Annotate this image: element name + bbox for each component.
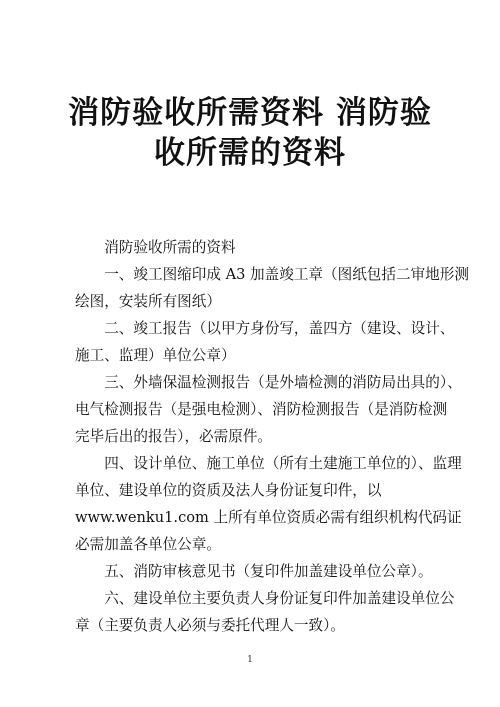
body-line-item-4b: 单位、建设单位的资质及法人身份证复印件，以 <box>75 482 382 499</box>
body-line-item-1b: 绘图，安装所有图纸） <box>75 293 221 310</box>
body-line-heading: 消防验收所需的资料 <box>104 239 236 256</box>
page-number: 1 <box>247 655 253 665</box>
body-line-item-3a: 三、外墙保温检测报告（是外墙检测的消防局出具的）、 <box>104 374 462 391</box>
body-line-item-3c: 完毕后出的报告），必需原件。 <box>75 428 273 445</box>
body-line-item-1a: 一、竣工图缩印成 A3 加盖竣工章（图纸包括二审地形测 <box>104 266 469 283</box>
body-line-item-6b: 章（主要负责人必须与委托代理人一致）。 <box>75 617 345 634</box>
body-line-item-2b: 施工、监理）单位公章） <box>75 347 236 364</box>
body-line-item-4c: www.wenku1.com 上所有单位资质必需有组织机构代码证 <box>75 509 462 526</box>
body-line-item-4d: 必需加盖各单位公章。 <box>75 536 221 553</box>
body-line-item-5: 五、消防审核意见书（复印件加盖建设单位公章）。 <box>104 563 433 580</box>
body-line-item-6a: 六、建设单位主要负责人身份证复印件加盖建设单位公 <box>104 590 455 607</box>
document-title-line-1: 消防验收所需资料 消防验 <box>68 95 432 131</box>
body-line-item-4a: 四、设计单位、施工单位（所有土建施工单位的）、监理 <box>104 455 462 472</box>
body-line-item-2a: 二、竣工报告（以甲方身份写，盖四方（建设、设计、 <box>104 320 455 337</box>
document-title-line-2: 收所需的资料 <box>154 135 346 171</box>
document-body <box>75 234 469 639</box>
body-line-item-3b: 电气检测报告（是强电检测）、消防检测报告（是消防检测 <box>75 401 448 418</box>
